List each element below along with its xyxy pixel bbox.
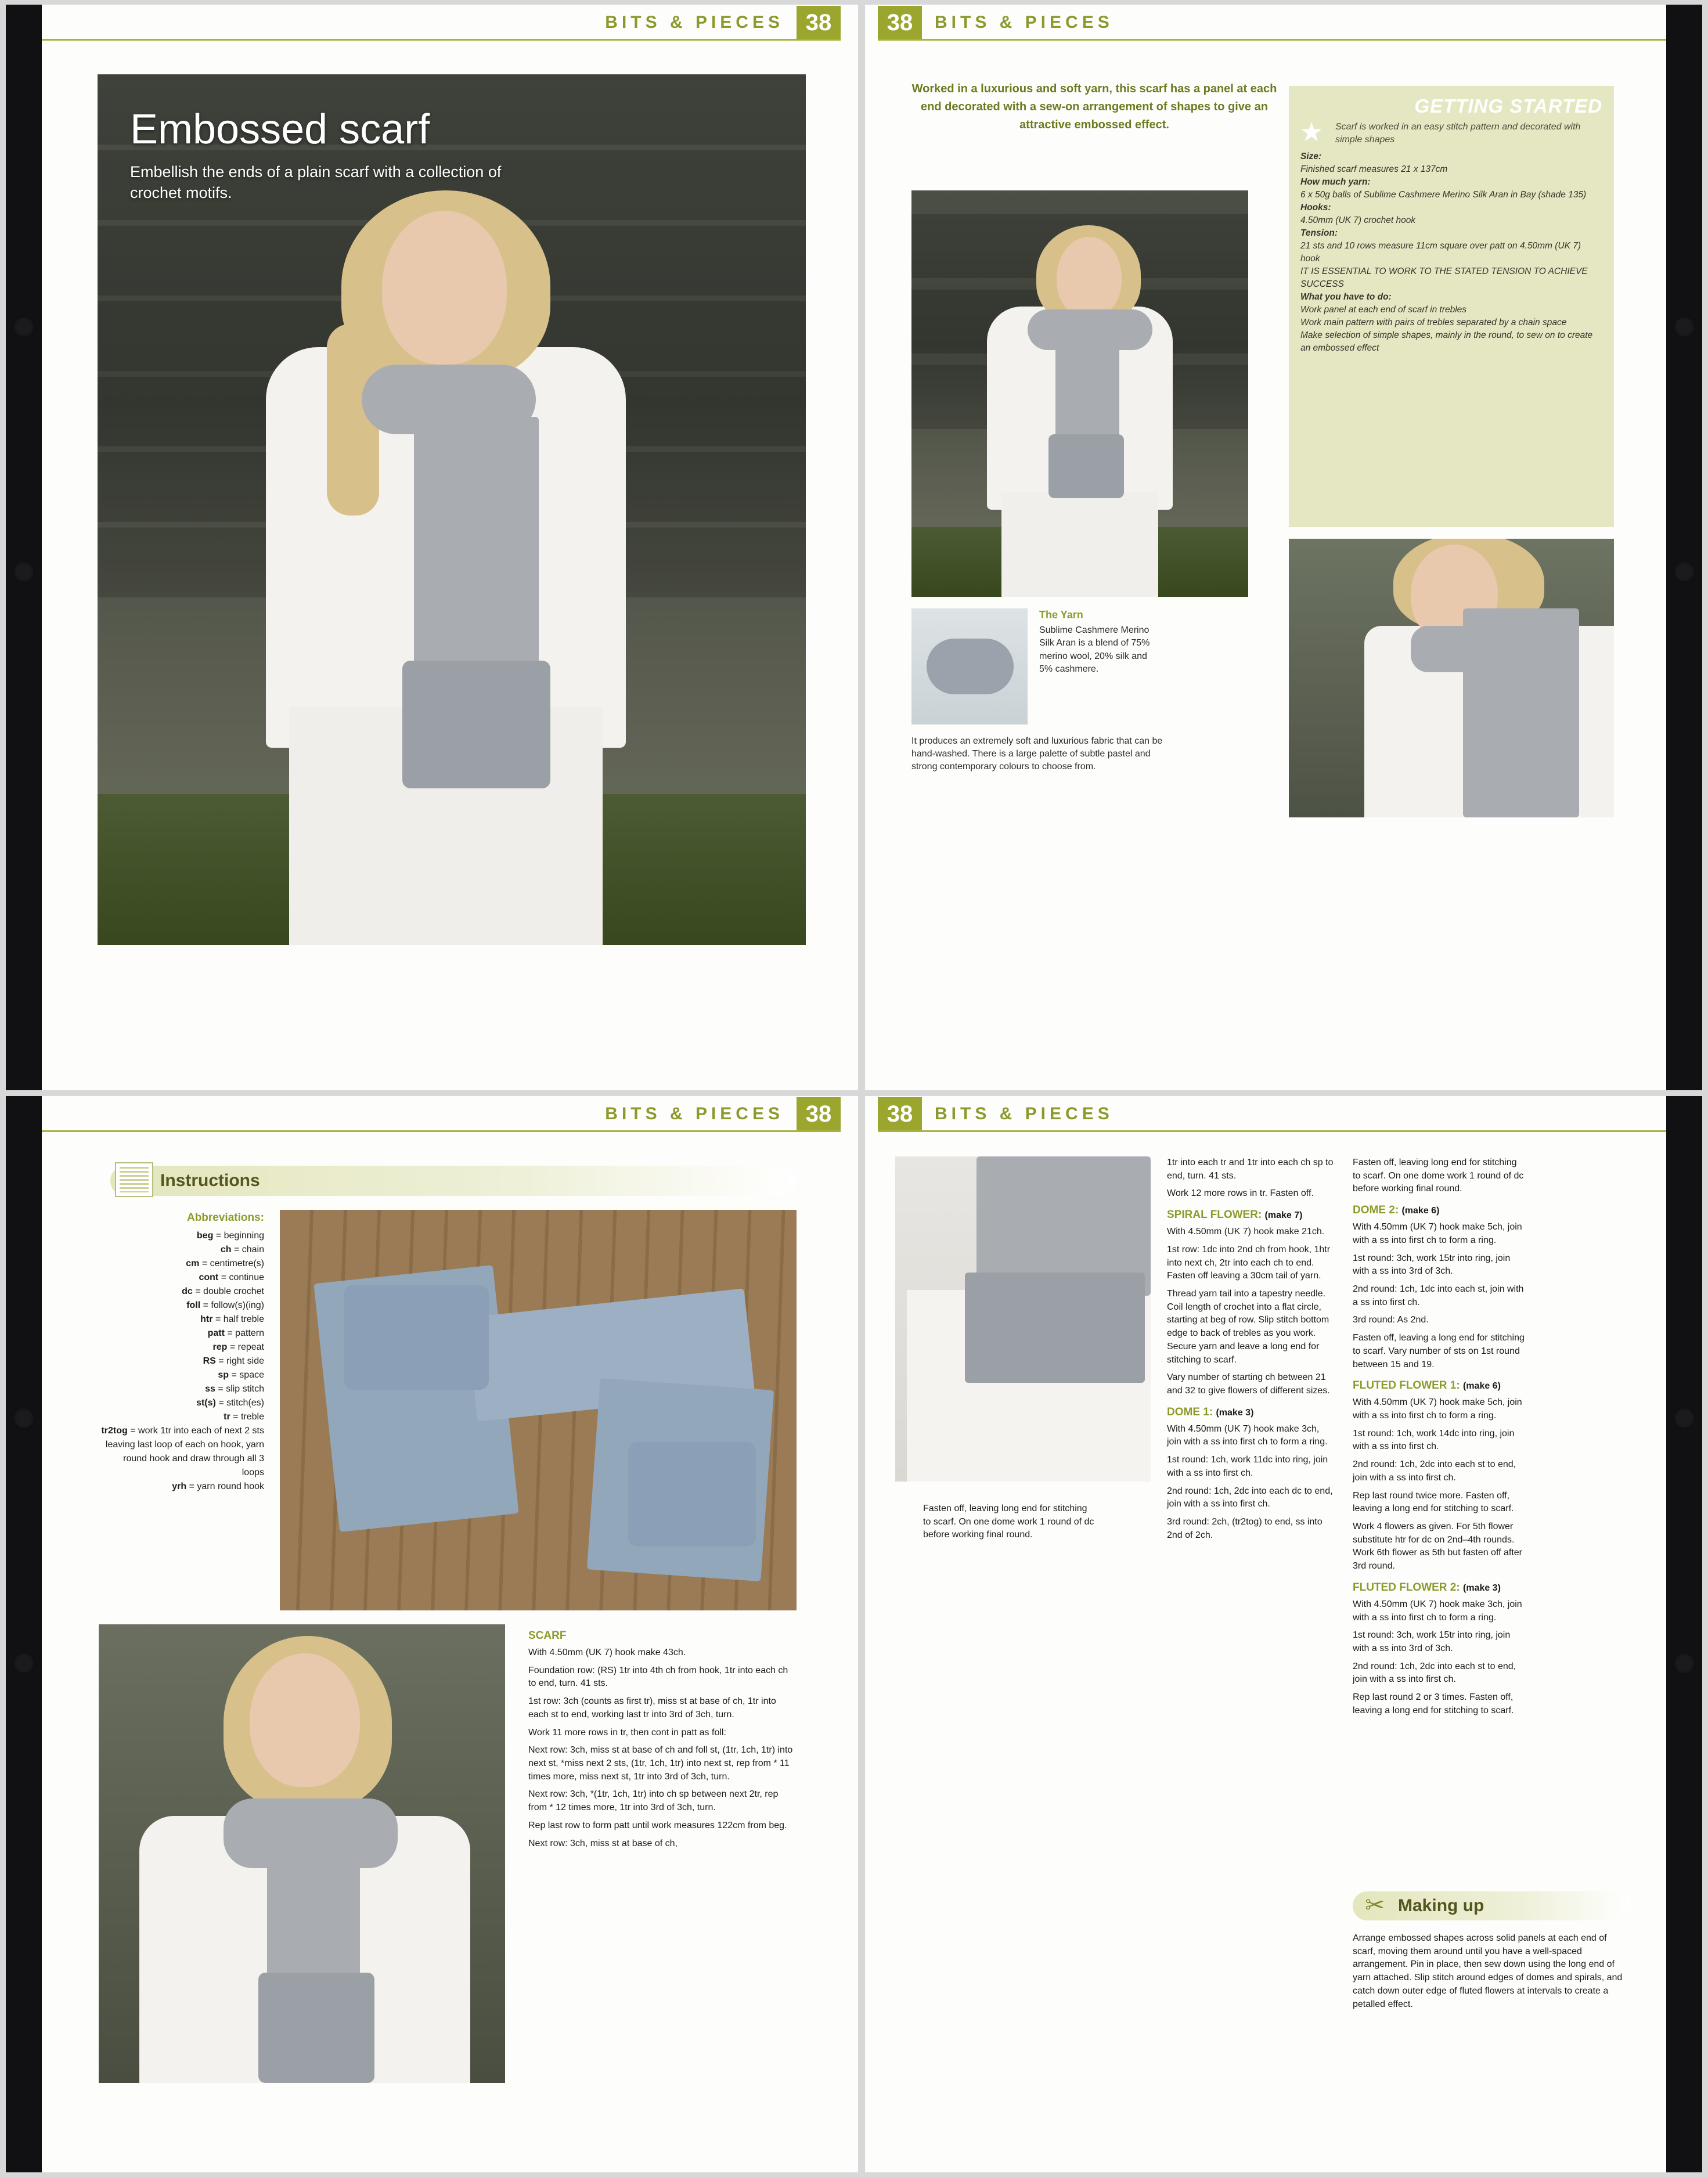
dome1-para: Fasten off, leaving long end for stitching to scarf. On one dome work 1 round of dc before working final round. — [923, 1504, 1094, 1540]
abbr-term: RS — [203, 1356, 216, 1366]
header-rule — [42, 39, 841, 41]
photo-model-main — [911, 190, 1248, 597]
model-trousers — [1001, 492, 1158, 597]
scarf-embossed-panel — [402, 661, 550, 788]
dome1-para: With 4.50mm (UK 7) hook make 3ch, join with a ss into first ch to form a ring. — [1167, 1423, 1328, 1447]
tension-note: IT IS ESSENTIAL TO WORK TO THE STATED TENSION TO ACHIEVE SUCCESS — [1300, 266, 1588, 290]
yarn-value: 6 x 50g balls of Sublime Cashmere Merino Silk Aran in Bay (shade 135) — [1300, 190, 1587, 200]
binder-strip-left — [6, 1096, 42, 2172]
abbr-def: = yarn round hook — [189, 1481, 264, 1491]
scarf-para: 1st row: 3ch (counts as first tr), miss st at base of ch, 1tr into each st to end, working last tr into 3rd of 3ch, turn. — [528, 1696, 776, 1720]
continuation-para: Work 12 more rows in tr. Fasten off. — [1167, 1188, 1314, 1199]
punch-hole — [13, 1407, 35, 1429]
abbreviation-item — [99, 1424, 264, 1480]
abbr-def: = chain — [233, 1244, 264, 1255]
page-header — [42, 5, 841, 41]
star-icon: ★ — [1299, 117, 1324, 147]
photo-model-worn — [99, 1624, 505, 2083]
abbr-term: beg — [196, 1230, 214, 1241]
model-face — [250, 1653, 360, 1787]
abbr-def: = double crochet — [195, 1286, 264, 1296]
model-face — [382, 211, 507, 365]
scarf-para: Work 11 more rows in tr, then cont in patt as foll: — [528, 1727, 726, 1738]
section-make-count: (make 7) — [1264, 1210, 1303, 1221]
section-heading-text: FLUTED FLOWER 2: — [1353, 1581, 1460, 1594]
spiral-flower-para: Vary number of starting ch between 21 and 32 to give flowers of different sizes. — [1167, 1372, 1330, 1396]
cover-caption — [130, 106, 548, 204]
page-number: 38 — [878, 6, 922, 39]
punch-hole — [1673, 1407, 1695, 1429]
abbr-term: foll — [186, 1300, 201, 1310]
fluted1-para: With 4.50mm (UK 7) hook make 5ch, join with a ss into first ch to form a ring. — [1353, 1397, 1522, 1421]
continuation-para: 1tr into each tr and 1tr into each ch sp to end, turn. 41 sts. — [1167, 1158, 1334, 1181]
abbreviation-item — [99, 1368, 264, 1382]
binder-strip-right — [1666, 1096, 1702, 2172]
abbr-def: = work 1tr into each of next 2 sts leaving last loop of each on hook, yarn round hook and draw through all 3 loops — [105, 1425, 264, 1477]
section-make-count: (make 6) — [1462, 1381, 1501, 1392]
section-heading-text: SPIRAL FLOWER: — [1167, 1209, 1262, 1221]
punch-hole — [13, 561, 35, 583]
punch-hole — [13, 316, 35, 338]
abbr-term: rep — [212, 1342, 228, 1352]
abbreviation-item — [99, 1382, 264, 1396]
scarf-embossed-panel — [965, 1273, 1145, 1383]
abbr-def: = half treble — [215, 1314, 264, 1324]
spiral-flower-para: 1st row: 1dc into 2nd ch from hook, 1htr into next ch, 2tr into each ch to end. Fasten off leaving a 30cm tail of yarn. — [1167, 1244, 1331, 1281]
embossed-motifs-right — [628, 1442, 756, 1547]
fluted1-para: Rep last round twice more. Fasten off, leaving a long end for stitching to scarf. — [1353, 1490, 1514, 1514]
abbr-term: st(s) — [196, 1397, 216, 1408]
abbreviation-item — [99, 1327, 264, 1340]
scarf-embossed-panel — [258, 1973, 374, 2083]
abbreviation-item — [99, 1243, 264, 1257]
making-up-body-column — [1353, 1932, 1626, 2016]
dome1-para: 3rd round: 2ch, (tr2tog) to end, ss into 2nd of 2ch. — [1167, 1517, 1323, 1540]
page-cover — [6, 5, 858, 1090]
punch-hole — [13, 1652, 35, 1674]
tension-value: 21 sts and 10 rows measure 11cm square over patt on 4.50mm (UK 7) hook — [1300, 241, 1581, 264]
fluted2-para: With 4.50mm (UK 7) hook make 3ch, join with a ss into first ch to form a ring. — [1353, 1599, 1522, 1623]
scarf-para: Foundation row: (RS) 1tr into 4th ch from hook, 1tr into each ch to end, turn. 41 sts. — [528, 1665, 788, 1689]
series-title: BITS & PIECES — [935, 1104, 1114, 1123]
section-make-count: (make 6) — [1401, 1206, 1440, 1216]
yarn-heading: The Yarn — [1039, 609, 1083, 621]
todo-label: What you have to do: — [1300, 292, 1392, 302]
abbr-def: = treble — [233, 1411, 264, 1422]
fluted2-para: Rep last round 2 or 3 times. Fasten off, leaving a long end for stitching to scarf. — [1353, 1692, 1514, 1715]
dome1-para: 1st round: 1ch, work 11dc into ring, join with a ss into first ch. — [1167, 1455, 1328, 1478]
hooks-label: Hooks: — [1300, 203, 1331, 213]
photo-yarn-swatch — [911, 608, 1028, 725]
punch-hole — [1673, 561, 1695, 583]
dome1-fasten-off: Fasten off, leaving long end for stitching to scarf. On one dome work 1 round of dc before working final round. — [1353, 1158, 1524, 1194]
scarf-para: Rep last row to form patt until work measures 122cm from beg. — [528, 1820, 787, 1830]
dome1-tail-column — [923, 1502, 1097, 1547]
abbreviations-list — [99, 1210, 264, 1494]
abbreviation-item — [99, 1229, 264, 1243]
fluted1-heading — [1353, 1378, 1527, 1394]
yarn-subheading: Sublime Cashmere Merino Silk Aran is a blend of 75% merino wool, 20% silk and 5% cashmere. — [1039, 625, 1150, 674]
size-value: Finished scarf measures 21 x 137cm — [1300, 164, 1448, 175]
dome2-para: With 4.50mm (UK 7) hook make 5ch, join with a ss into first ch to form a ring. — [1353, 1222, 1522, 1245]
instructions-icon — [115, 1162, 153, 1197]
dome2-para: 3rd round: As 2nd. — [1353, 1315, 1429, 1325]
page-subtitle: Embellish the ends of a plain scarf with a collection of crochet motifs. — [130, 163, 502, 202]
dome2-para: 1st round: 3ch, work 15tr into ring, join with a ss into 3rd of 3ch. — [1353, 1253, 1511, 1277]
abbr-def: = repeat — [229, 1342, 264, 1352]
abbr-term: sp — [218, 1369, 229, 1380]
abbreviation-item — [99, 1340, 264, 1354]
yarn-ball — [927, 639, 1014, 694]
section-make-count: (make 3) — [1216, 1407, 1254, 1418]
page-instructions — [6, 1096, 858, 2172]
scarf-instructions-column — [528, 1621, 795, 1855]
punch-hole — [1673, 1652, 1695, 1674]
header-rule — [878, 39, 1666, 41]
abbr-def: = stitch(es) — [218, 1397, 264, 1408]
binder-strip-left — [6, 5, 42, 1090]
fluted1-para: Work 4 flowers as given. For 5th flower substitute htr for dc on 2nd–4th rounds. Work 6th flower as 5th but fasten off after 3rd round. — [1353, 1522, 1523, 1572]
scarf-heading: SCARF — [528, 1630, 567, 1642]
abbr-term: yrh — [172, 1481, 187, 1491]
section-heading-text: DOME 1: — [1167, 1405, 1213, 1418]
abbreviations-heading: Abbreviations: — [186, 1212, 264, 1224]
abbreviation-item — [99, 1480, 264, 1494]
scarf-shoulder — [1411, 626, 1544, 672]
instructions-title: Instructions — [160, 1171, 260, 1190]
making-up-body: Arrange embossed shapes across solid panels at each end of scarf, moving them around until you have a well-spaced arrangement. Pin in place, then sew down using the long end of yarn attached. Slip stitch around edges of domes and spirals, and catch down outer edge of fluted flowers at intervals to create a petalled effect. — [1353, 1933, 1623, 2009]
getting-started-details — [1300, 150, 1602, 355]
cover-photo — [98, 74, 806, 945]
page-header — [42, 1096, 841, 1132]
page-getting-started — [865, 5, 1702, 1090]
abbr-term: tr2tog — [101, 1425, 128, 1436]
tension-label: Tension: — [1300, 228, 1338, 239]
photo-scarf-detail — [1289, 539, 1614, 817]
making-up-title: Making up — [1398, 1896, 1484, 1915]
instructions-ribbon — [110, 1166, 795, 1196]
page-header — [878, 5, 1666, 41]
abbreviation-item — [99, 1396, 264, 1410]
section-heading-text: FLUTED FLOWER 1: — [1353, 1379, 1460, 1392]
page-header — [878, 1096, 1666, 1132]
abbreviation-item — [99, 1410, 264, 1424]
dome1-heading — [1167, 1405, 1335, 1421]
binder-strip-right — [1666, 5, 1702, 1090]
abbr-def: = follow(s)(ing) — [203, 1300, 264, 1310]
making-up-ribbon — [1353, 1891, 1631, 1920]
photo-motif-detail — [895, 1156, 1151, 1482]
size-label: Size: — [1300, 152, 1322, 162]
abbr-def: = beginning — [215, 1230, 264, 1241]
fluted2-para: 2nd round: 1ch, 2dc into each st to end, join with a ss into first ch. — [1353, 1661, 1516, 1685]
todo-line-1: Work panel at each end of scarf in trebles — [1300, 305, 1467, 315]
abbr-term: ss — [205, 1383, 215, 1394]
model-face — [1057, 237, 1122, 318]
page-number: 38 — [797, 1097, 841, 1131]
page-number: 38 — [878, 1097, 922, 1131]
abbr-def: = centimetre(s) — [201, 1258, 264, 1268]
spiral-flower-para: Thread yarn tail into a tapestry needle. Coil length of crochet into a flat circle, starting at beg of row. Slip stitch bottom edge to back of trebles as you work. Secure yarn and leave a long end for stitching to scarf. — [1167, 1289, 1329, 1365]
spiral-flower-para: With 4.50mm (UK 7) hook make 21ch. — [1167, 1227, 1325, 1237]
intro-paragraph: Worked in a luxurious and soft yarn, this scarf has a panel at each end decorated with a sew-on arrangement of shapes to give an attractive embossed effect. — [911, 82, 1277, 131]
needle-icon: ✂ — [1365, 1893, 1385, 1918]
hooks-value: 4.50mm (UK 7) crochet hook — [1300, 215, 1416, 226]
abbreviation-item — [99, 1354, 264, 1368]
page-title: Embossed scarf — [130, 106, 430, 153]
yarn-body: It produces an extremely soft and luxurious fabric that can be hand-washed. There is a large palette of subtle pastel and strong contemporary colours to choose from. — [911, 736, 1163, 772]
abbreviation-item — [99, 1271, 264, 1285]
spiral-flower-heading — [1167, 1208, 1335, 1223]
abbr-def: = space — [231, 1369, 264, 1380]
getting-started-panel — [1289, 86, 1614, 527]
punch-hole — [1673, 316, 1695, 338]
section-make-count: (make 3) — [1462, 1583, 1501, 1593]
abbr-term: cm — [186, 1258, 200, 1268]
scarf-embossed-panel — [1048, 434, 1124, 498]
abbr-term: dc — [182, 1286, 193, 1296]
header-rule — [42, 1130, 841, 1132]
abbr-def: = continue — [221, 1272, 264, 1282]
dome2-heading — [1353, 1203, 1527, 1219]
fluted2-heading — [1353, 1580, 1527, 1596]
abbreviation-item — [99, 1257, 264, 1271]
embossed-motifs-left — [344, 1285, 489, 1390]
todo-line-2: Work main pattern with pairs of trebles separated by a chain space — [1300, 318, 1567, 328]
getting-started-lead: Scarf is worked in an easy stitch pattern and decorated with simple shapes — [1335, 122, 1581, 145]
scarf-para: Next row: 3ch, *(1tr, 1ch, 1tr) into ch sp between next 2tr, rep from * 12 times more, 1tr into 3rd of 3ch, turn. — [528, 1789, 779, 1813]
scarf-para: With 4.50mm (UK 7) hook make 43ch. — [528, 1647, 686, 1657]
yarn-heading-block — [1039, 608, 1155, 676]
photo-scarf-flat — [280, 1210, 797, 1610]
abbr-def: = pattern — [227, 1328, 264, 1338]
page-number: 38 — [797, 6, 841, 39]
abbr-term: htr — [200, 1314, 213, 1324]
series-title: BITS & PIECES — [605, 13, 784, 32]
continuation-column — [1167, 1156, 1335, 1547]
abbreviation-item — [99, 1285, 264, 1299]
scarf-para: Next row: 3ch, miss st at base of ch and foll st, (1tr, 1ch, 1tr) into next st, *miss next 2 sts, (1tr, 1ch, 1tr) into next st, rep from * 11 times more, miss next st, 1tr into 3rd of 3ch, turn. — [528, 1745, 793, 1782]
series-title: BITS & PIECES — [605, 1104, 784, 1123]
abbreviation-item — [99, 1299, 264, 1313]
abbr-def: = right side — [218, 1356, 264, 1366]
dome1-para: 2nd round: 1ch, 2dc into each dc to end, join with a ss into first ch. — [1167, 1486, 1333, 1509]
page-motifs — [865, 1096, 1702, 2172]
abbreviation-item — [99, 1313, 264, 1327]
yarn-label: How much yarn: — [1300, 177, 1371, 188]
abbr-term: ch — [220, 1244, 232, 1255]
abbr-term: patt — [207, 1328, 225, 1338]
fluted1-para: 2nd round: 1ch, 2dc into each st to end, join with a ss into first ch. — [1353, 1459, 1516, 1483]
todo-line-3: Make selection of simple shapes, mainly in the round, to sew on to create an embossed effect — [1300, 330, 1593, 354]
abbr-def: = slip stitch — [218, 1383, 264, 1394]
fluted1-para: 1st round: 1ch, work 14dc into ring, join with a ss into first ch. — [1353, 1428, 1515, 1452]
abbr-term: cont — [199, 1272, 219, 1282]
abbr-term: tr — [224, 1411, 230, 1422]
fluted2-para: 1st round: 3ch, work 15tr into ring, join with a ss into 3rd of 3ch. — [1353, 1630, 1511, 1654]
section-heading-text: DOME 2: — [1353, 1204, 1399, 1217]
dome2-para: 2nd round: 1ch, 1dc into each st, join with a ss into first ch. — [1353, 1284, 1524, 1307]
scarf-para: Next row: 3ch, miss st at base of ch, — [528, 1838, 678, 1848]
header-rule — [878, 1130, 1666, 1132]
series-title: BITS & PIECES — [935, 13, 1114, 32]
motif-right-column — [1353, 1156, 1527, 1722]
dome2-para: Fasten off, leaving a long end for stitching to scarf. Vary number of sts on 1st round between 15 and 19. — [1353, 1333, 1525, 1369]
getting-started-heading: GETTING STARTED — [1414, 95, 1602, 117]
